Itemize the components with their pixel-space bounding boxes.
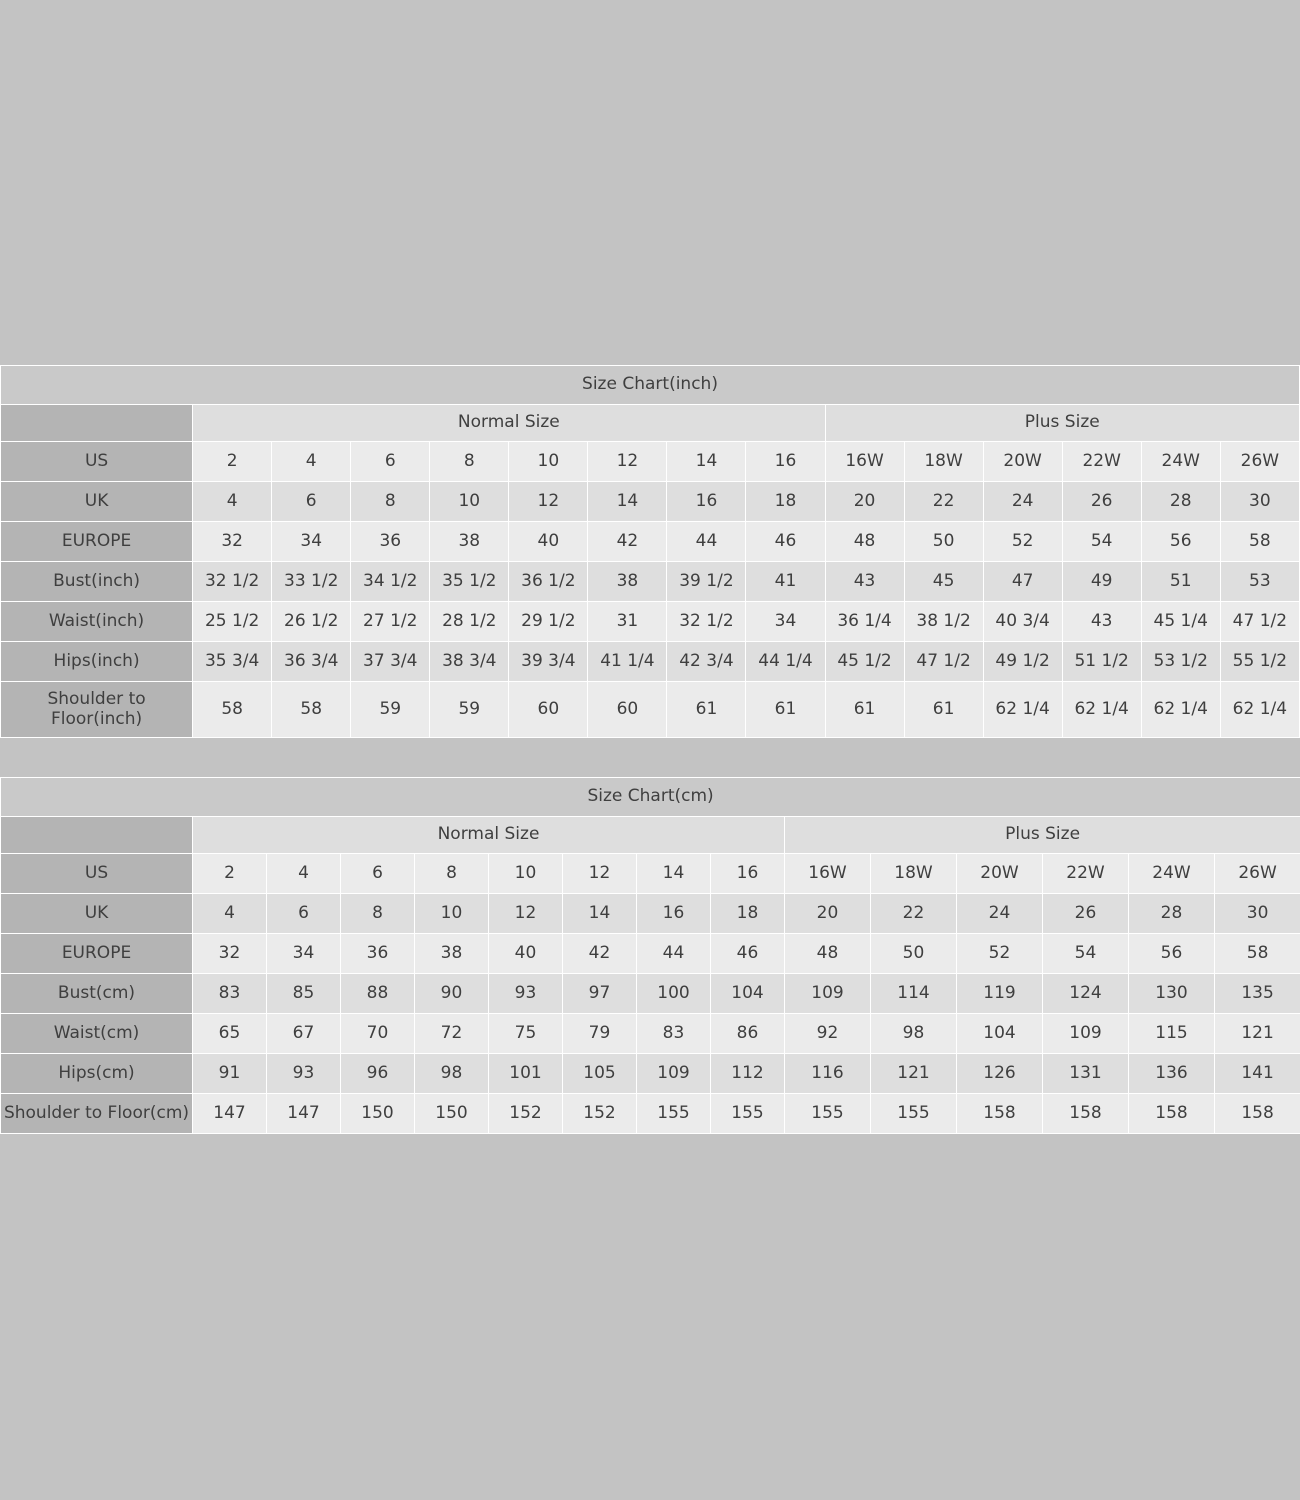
cell: 51 1/2 xyxy=(1062,642,1141,682)
cell: 10 xyxy=(489,854,563,894)
row-label-uk: UK xyxy=(1,482,193,522)
cell: 16 xyxy=(637,894,711,934)
group-corner-cell xyxy=(1,817,193,854)
cell: 30 xyxy=(1220,482,1299,522)
cell: 35 1/2 xyxy=(430,562,509,602)
cell: 112 xyxy=(711,1054,785,1094)
cell: 31 xyxy=(588,602,667,642)
cell: 24 xyxy=(983,482,1062,522)
cell: 41 xyxy=(746,562,825,602)
cell: 126 xyxy=(957,1054,1043,1094)
table-row xyxy=(1,482,1300,522)
cell: 61 xyxy=(904,682,983,738)
cell: 12 xyxy=(509,482,588,522)
cell: 42 xyxy=(588,522,667,562)
cell: 27 1/2 xyxy=(351,602,430,642)
cell: 43 xyxy=(1062,602,1141,642)
cell: 14 xyxy=(667,442,746,482)
cell: 14 xyxy=(637,854,711,894)
cell: 62 1/4 xyxy=(1141,682,1220,738)
cell: 49 xyxy=(1062,562,1141,602)
cell: 34 1/2 xyxy=(351,562,430,602)
cell: 39 3/4 xyxy=(509,642,588,682)
cell: 49 1/2 xyxy=(983,642,1062,682)
cell: 47 1/2 xyxy=(904,642,983,682)
table-row xyxy=(1,894,1300,934)
cell: 130 xyxy=(1129,974,1215,1014)
cell: 34 xyxy=(746,602,825,642)
cell: 105 xyxy=(563,1054,637,1094)
cell: 53 xyxy=(1220,562,1299,602)
cell: 83 xyxy=(193,974,267,1014)
cell: 155 xyxy=(637,1094,711,1134)
cell: 43 xyxy=(825,562,904,602)
cell: 40 xyxy=(489,934,563,974)
table-row xyxy=(1,934,1300,974)
cell: 114 xyxy=(871,974,957,1014)
cell: 54 xyxy=(1062,522,1141,562)
cell: 41 1/4 xyxy=(588,642,667,682)
group-header-normal: Normal Size xyxy=(193,405,825,442)
table-title-row xyxy=(1,366,1300,405)
cell: 58 xyxy=(1215,934,1300,974)
cell: 38 1/2 xyxy=(904,602,983,642)
table-row xyxy=(1,642,1300,682)
size-chart-inch xyxy=(0,365,1300,738)
cell: 54 xyxy=(1043,934,1129,974)
cell: 38 xyxy=(430,522,509,562)
cell: 14 xyxy=(563,894,637,934)
cell: 20 xyxy=(825,482,904,522)
cell: 2 xyxy=(193,854,267,894)
row-label-bust: Bust(cm) xyxy=(1,974,193,1014)
cell: 40 3/4 xyxy=(983,602,1062,642)
cell: 12 xyxy=(489,894,563,934)
cell: 47 xyxy=(983,562,1062,602)
cell: 158 xyxy=(1129,1094,1215,1134)
cell: 155 xyxy=(711,1094,785,1134)
cell: 152 xyxy=(563,1094,637,1134)
cell: 28 1/2 xyxy=(430,602,509,642)
cell: 121 xyxy=(1215,1014,1300,1054)
cell: 104 xyxy=(957,1014,1043,1054)
cell: 121 xyxy=(871,1054,957,1094)
cell: 8 xyxy=(351,482,430,522)
cell: 18 xyxy=(711,894,785,934)
size-table-cm xyxy=(0,777,1300,1134)
row-label-europe: EUROPE xyxy=(1,934,193,974)
group-corner-cell xyxy=(1,405,193,442)
cell: 6 xyxy=(351,442,430,482)
cell: 101 xyxy=(489,1054,563,1094)
cell: 85 xyxy=(267,974,341,1014)
cell: 46 xyxy=(711,934,785,974)
table-title-row xyxy=(1,778,1300,817)
cell: 28 xyxy=(1141,482,1220,522)
cell: 90 xyxy=(415,974,489,1014)
cell: 4 xyxy=(267,854,341,894)
cell: 18W xyxy=(904,442,983,482)
cell: 36 3/4 xyxy=(272,642,351,682)
cell: 62 1/4 xyxy=(1062,682,1141,738)
cell: 45 1/2 xyxy=(825,642,904,682)
cell: 42 3/4 xyxy=(667,642,746,682)
cell: 22W xyxy=(1043,854,1129,894)
cell: 124 xyxy=(1043,974,1129,1014)
cell: 86 xyxy=(711,1014,785,1054)
table-row xyxy=(1,1094,1300,1134)
cell: 98 xyxy=(871,1014,957,1054)
row-label-bust: Bust(inch) xyxy=(1,562,193,602)
cell: 92 xyxy=(785,1014,871,1054)
cell: 141 xyxy=(1215,1054,1300,1094)
row-label-uk: UK xyxy=(1,894,193,934)
cell: 116 xyxy=(785,1054,871,1094)
cell: 61 xyxy=(746,682,825,738)
cell: 29 1/2 xyxy=(509,602,588,642)
cell: 96 xyxy=(341,1054,415,1094)
cell: 36 1/2 xyxy=(509,562,588,602)
cell: 158 xyxy=(957,1094,1043,1134)
cell: 150 xyxy=(341,1094,415,1134)
row-label-shoulder-to-floor: Shoulder to Floor(inch) xyxy=(1,682,193,738)
cell: 6 xyxy=(272,482,351,522)
cell: 93 xyxy=(267,1054,341,1094)
cell: 97 xyxy=(563,974,637,1014)
cell: 12 xyxy=(563,854,637,894)
cell: 8 xyxy=(430,442,509,482)
cell: 8 xyxy=(341,894,415,934)
table-row xyxy=(1,562,1300,602)
cell: 22 xyxy=(871,894,957,934)
cell: 52 xyxy=(983,522,1062,562)
cell: 48 xyxy=(785,934,871,974)
cell: 38 3/4 xyxy=(430,642,509,682)
cell: 25 1/2 xyxy=(193,602,272,642)
row-label-europe: EUROPE xyxy=(1,522,193,562)
cell: 79 xyxy=(563,1014,637,1054)
cell: 61 xyxy=(667,682,746,738)
cell: 40 xyxy=(509,522,588,562)
cell: 104 xyxy=(711,974,785,1014)
cell: 60 xyxy=(509,682,588,738)
group-header-normal: Normal Size xyxy=(193,817,785,854)
cell: 22W xyxy=(1062,442,1141,482)
cell: 131 xyxy=(1043,1054,1129,1094)
cell: 109 xyxy=(1043,1014,1129,1054)
cell: 91 xyxy=(193,1054,267,1094)
cell: 16W xyxy=(825,442,904,482)
cell: 30 xyxy=(1215,894,1300,934)
table-row xyxy=(1,602,1300,642)
group-header-plus: Plus Size xyxy=(825,405,1299,442)
cell: 67 xyxy=(267,1014,341,1054)
cell: 34 xyxy=(272,522,351,562)
cell: 98 xyxy=(415,1054,489,1094)
group-header-row xyxy=(1,817,1300,854)
cell: 35 3/4 xyxy=(193,642,272,682)
table-row xyxy=(1,1014,1300,1054)
cell: 28 xyxy=(1129,894,1215,934)
cell: 16 xyxy=(711,854,785,894)
cell: 62 1/4 xyxy=(1220,682,1299,738)
cell: 26 xyxy=(1043,894,1129,934)
cell: 18W xyxy=(871,854,957,894)
cell: 20W xyxy=(983,442,1062,482)
cell: 136 xyxy=(1129,1054,1215,1094)
row-label-us: US xyxy=(1,854,193,894)
table-title: Size Chart(cm) xyxy=(1,778,1300,817)
cell: 18 xyxy=(746,482,825,522)
cell: 36 1/4 xyxy=(825,602,904,642)
cell: 109 xyxy=(637,1054,711,1094)
cell: 44 xyxy=(667,522,746,562)
table-row xyxy=(1,522,1300,562)
cell: 56 xyxy=(1129,934,1215,974)
cell: 58 xyxy=(1220,522,1299,562)
cell: 2 xyxy=(193,442,272,482)
cell: 155 xyxy=(785,1094,871,1134)
cell: 36 xyxy=(351,522,430,562)
cell: 4 xyxy=(272,442,351,482)
cell: 10 xyxy=(509,442,588,482)
cell: 14 xyxy=(588,482,667,522)
cell: 109 xyxy=(785,974,871,1014)
row-label-waist: Waist(cm) xyxy=(1,1014,193,1054)
cell: 158 xyxy=(1043,1094,1129,1134)
cell: 150 xyxy=(415,1094,489,1134)
cell: 59 xyxy=(430,682,509,738)
cell: 155 xyxy=(871,1094,957,1134)
cell: 24W xyxy=(1129,854,1215,894)
cell: 135 xyxy=(1215,974,1300,1014)
cell: 37 3/4 xyxy=(351,642,430,682)
cell: 58 xyxy=(193,682,272,738)
cell: 34 xyxy=(267,934,341,974)
cell: 50 xyxy=(904,522,983,562)
cell: 56 xyxy=(1141,522,1220,562)
cell: 24 xyxy=(957,894,1043,934)
cell: 48 xyxy=(825,522,904,562)
cell: 88 xyxy=(341,974,415,1014)
cell: 72 xyxy=(415,1014,489,1054)
table-title: Size Chart(inch) xyxy=(1,366,1300,405)
cell: 12 xyxy=(588,442,667,482)
cell: 51 xyxy=(1141,562,1220,602)
row-label-hips: Hips(inch) xyxy=(1,642,193,682)
group-header-plus: Plus Size xyxy=(785,817,1300,854)
cell: 147 xyxy=(267,1094,341,1134)
cell: 75 xyxy=(489,1014,563,1054)
table-row xyxy=(1,1054,1300,1094)
row-label-shoulder-to-floor: Shoulder to Floor(cm) xyxy=(1,1094,193,1134)
cell: 32 1/2 xyxy=(193,562,272,602)
cell: 100 xyxy=(637,974,711,1014)
cell: 36 xyxy=(341,934,415,974)
group-header-row xyxy=(1,405,1300,442)
cell: 20 xyxy=(785,894,871,934)
cell: 38 xyxy=(588,562,667,602)
cell: 44 1/4 xyxy=(746,642,825,682)
cell: 52 xyxy=(957,934,1043,974)
row-label-us: US xyxy=(1,442,193,482)
cell: 4 xyxy=(193,482,272,522)
cell: 65 xyxy=(193,1014,267,1054)
cell: 158 xyxy=(1215,1094,1300,1134)
cell: 46 xyxy=(746,522,825,562)
cell: 61 xyxy=(825,682,904,738)
cell: 24W xyxy=(1141,442,1220,482)
cell: 6 xyxy=(341,854,415,894)
row-label-hips: Hips(cm) xyxy=(1,1054,193,1094)
table-row xyxy=(1,854,1300,894)
cell: 55 1/2 xyxy=(1220,642,1299,682)
table-row xyxy=(1,442,1300,482)
cell: 16W xyxy=(785,854,871,894)
cell: 6 xyxy=(267,894,341,934)
cell: 20W xyxy=(957,854,1043,894)
cell: 32 1/2 xyxy=(667,602,746,642)
cell: 32 xyxy=(193,934,267,974)
cell: 10 xyxy=(430,482,509,522)
cell: 16 xyxy=(667,482,746,522)
cell: 26 xyxy=(1062,482,1141,522)
cell: 8 xyxy=(415,854,489,894)
cell: 39 1/2 xyxy=(667,562,746,602)
cell: 10 xyxy=(415,894,489,934)
cell: 60 xyxy=(588,682,667,738)
cell: 32 xyxy=(193,522,272,562)
cell: 115 xyxy=(1129,1014,1215,1054)
cell: 16 xyxy=(746,442,825,482)
cell: 26W xyxy=(1220,442,1299,482)
cell: 38 xyxy=(415,934,489,974)
cell: 26 1/2 xyxy=(272,602,351,642)
cell: 62 1/4 xyxy=(983,682,1062,738)
cell: 26W xyxy=(1215,854,1300,894)
cell: 45 1/4 xyxy=(1141,602,1220,642)
cell: 119 xyxy=(957,974,1043,1014)
table-row xyxy=(1,974,1300,1014)
size-chart-cm xyxy=(0,777,1300,1134)
cell: 45 xyxy=(904,562,983,602)
cell: 83 xyxy=(637,1014,711,1054)
cell: 33 1/2 xyxy=(272,562,351,602)
cell: 58 xyxy=(272,682,351,738)
cell: 152 xyxy=(489,1094,563,1134)
cell: 42 xyxy=(563,934,637,974)
row-label-waist: Waist(inch) xyxy=(1,602,193,642)
cell: 47 1/2 xyxy=(1220,602,1299,642)
cell: 70 xyxy=(341,1014,415,1054)
table-row xyxy=(1,682,1300,738)
cell: 59 xyxy=(351,682,430,738)
cell: 44 xyxy=(637,934,711,974)
cell: 50 xyxy=(871,934,957,974)
cell: 53 1/2 xyxy=(1141,642,1220,682)
cell: 4 xyxy=(193,894,267,934)
cell: 22 xyxy=(904,482,983,522)
cell: 147 xyxy=(193,1094,267,1134)
cell: 93 xyxy=(489,974,563,1014)
size-table-inch xyxy=(0,365,1300,738)
